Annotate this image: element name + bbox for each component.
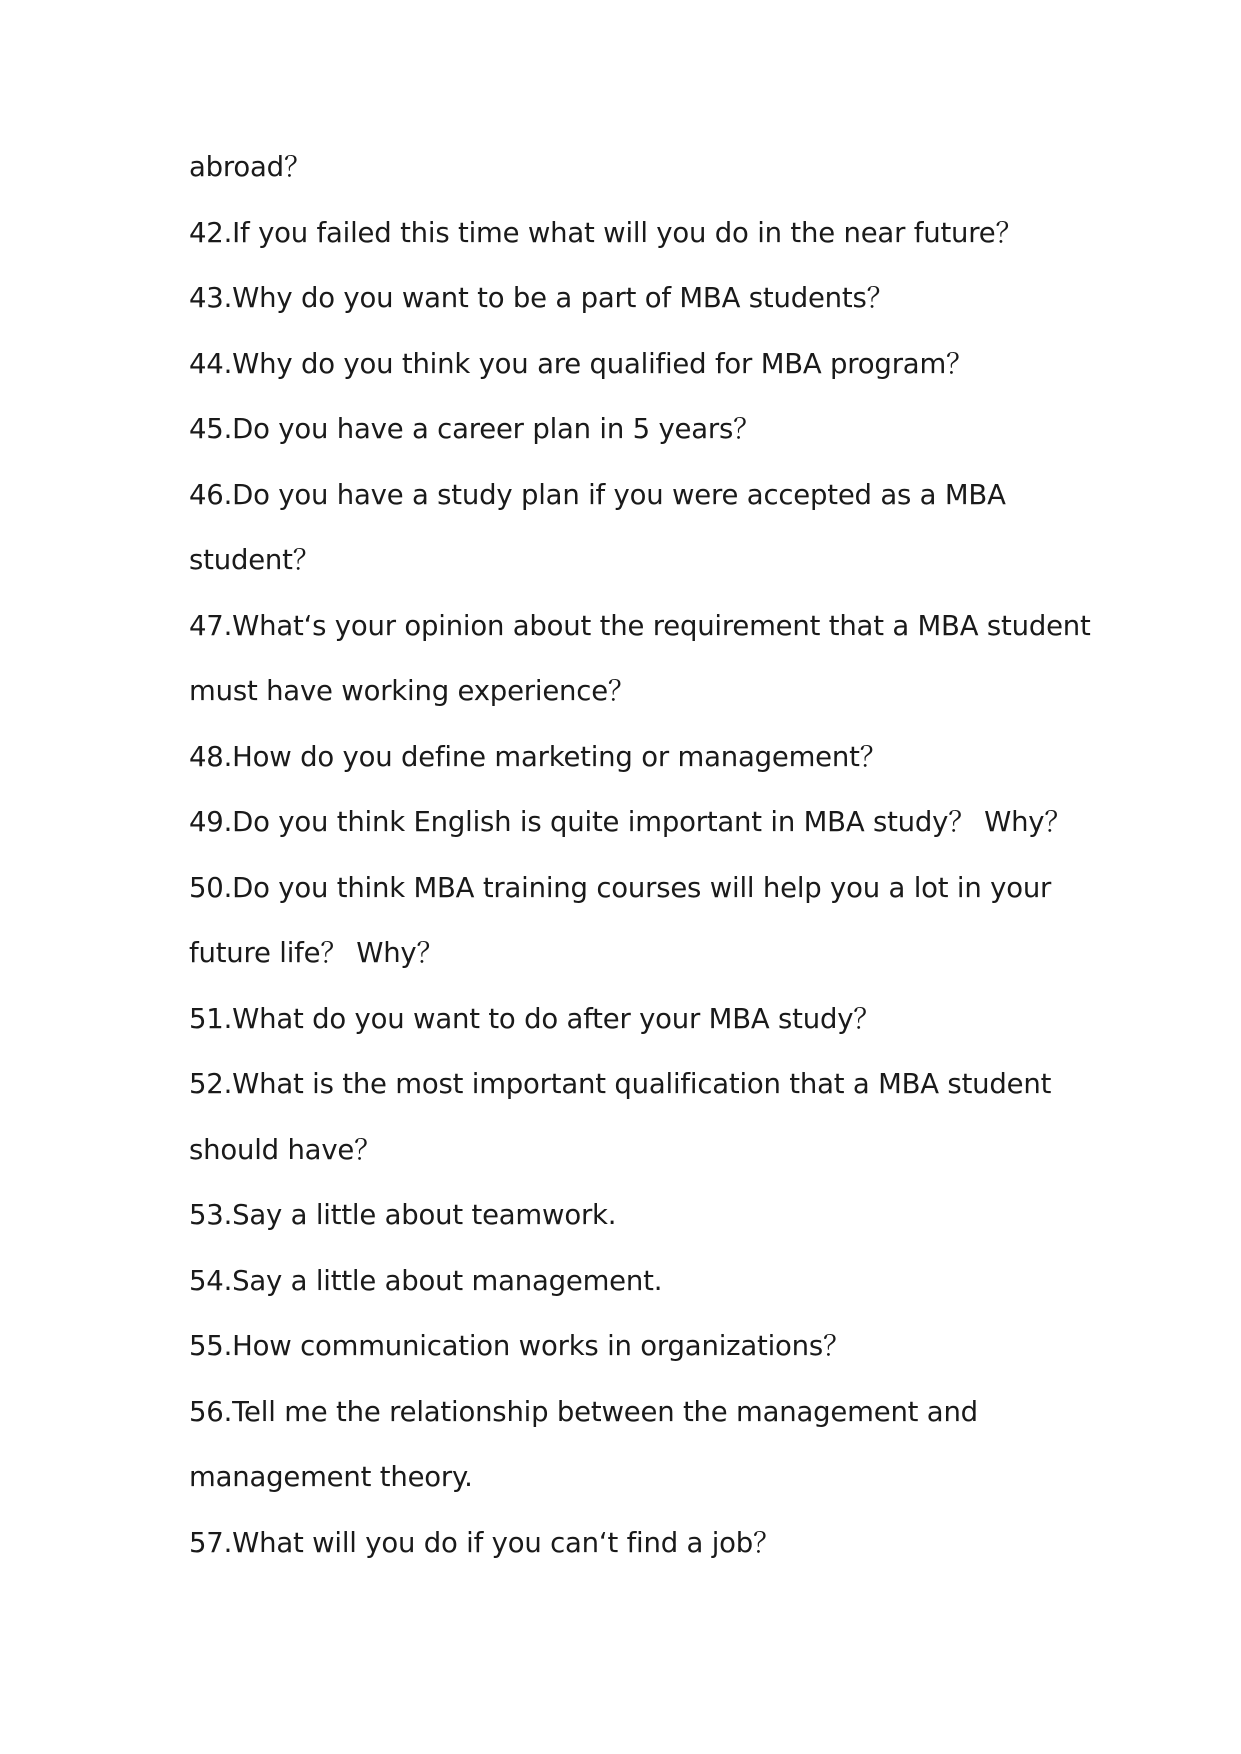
text-line: 45.Do you have a career plan in 5 years？ (189, 413, 761, 445)
text-line: management theory. (189, 1461, 473, 1493)
text-line: abroad？ (189, 151, 312, 183)
text-line: 55.How communication works in organizations？ (189, 1330, 851, 1362)
text-line: 47.What‘s your opinion about the requirement that a MBA student (189, 609, 1091, 642)
text-line: should have？ (189, 1133, 382, 1166)
text-line: student？ (189, 544, 321, 576)
text-line: 49.Do you think English is quite important in MBA study？ Why？ (189, 806, 1072, 838)
text-line: 46.Do you have a study plan if you were accepted as a MBA (189, 478, 1006, 511)
text-line: must have working experience？ (189, 675, 636, 707)
text-line: 51.What do you want to do after your MBA study？ (189, 1002, 881, 1035)
text-line: 52.What is the most important qualification that a MBA student (189, 1068, 1052, 1100)
text-line: 56.Tell me the relationship between the management and (189, 1395, 978, 1428)
text-line: 42.If you failed this time what will you do in the near future？ (189, 216, 1023, 249)
text-line: 48.How do you define marketing or management？ (189, 740, 887, 773)
text-line: 50.Do you think MBA training courses will help you a lot in your (189, 871, 1052, 904)
text-line: 53.Say a little about teamwork. (189, 1199, 617, 1231)
text-line: 54.Say a little about management. (189, 1264, 663, 1297)
text-line: 43.Why do you want to be a part of MBA students？ (189, 282, 894, 314)
question-list (189, 149, 1089, 1590)
text-line: 57.What will you do if you can‘t find a job？ (189, 1526, 781, 1559)
text-line: 44.Why do you think you are qualified for MBA program？ (189, 347, 974, 380)
text-line: future life？ Why？ (189, 937, 444, 969)
